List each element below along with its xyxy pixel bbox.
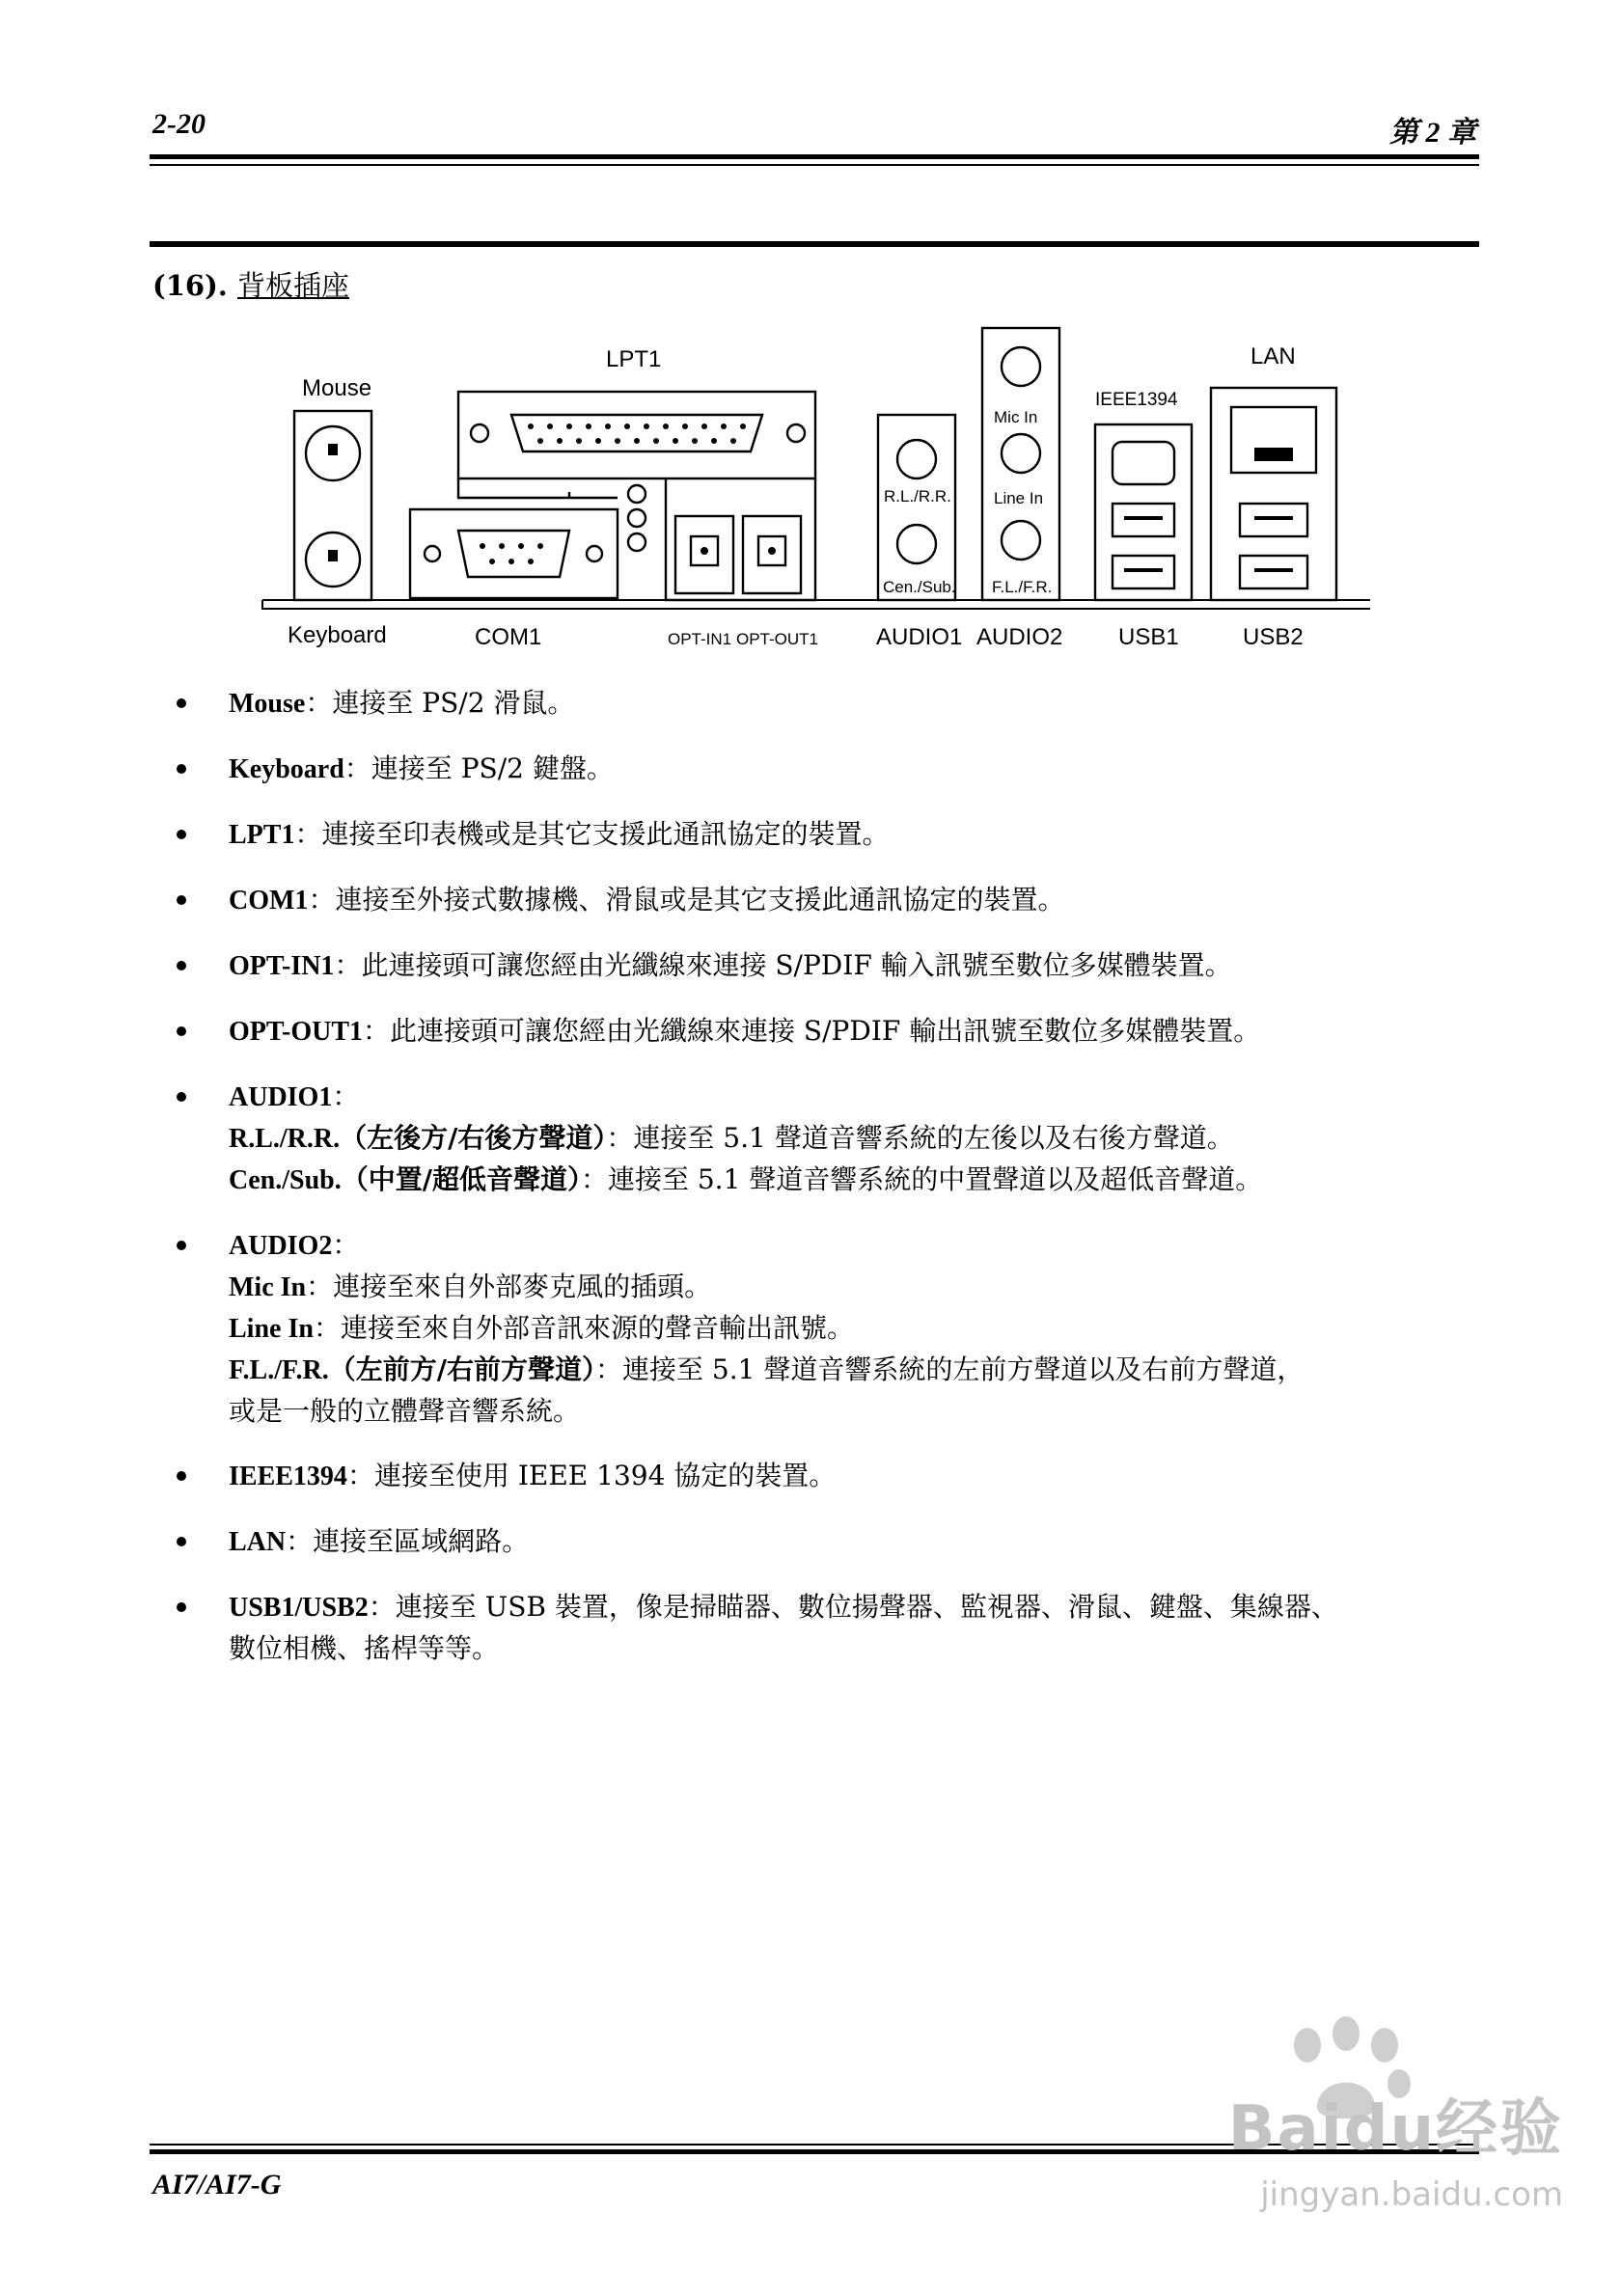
label-lan: LAN <box>1250 343 1296 369</box>
item-term: USB1/USB2 <box>229 1593 369 1623</box>
lpt1-screw-right <box>787 424 805 442</box>
led-3 <box>628 533 646 551</box>
label-usb2: USB2 <box>1243 624 1304 650</box>
label-usb1: USB1 <box>1118 624 1179 650</box>
lpt1-connector <box>511 415 762 451</box>
label-keyboard: Keyboard <box>288 622 387 648</box>
audio2-line-in-jack <box>1002 434 1040 473</box>
item-desc-cont: 數位相機、搖桿等等。 <box>229 1632 500 1664</box>
list-item-usb: USB1/USB2：連接至 USB 裝置，像是掃瞄器、數位揚聲器、監視器、滑鼠、鍵盤、集線器、 數位相機、搖桿等等。 <box>169 1587 1491 1669</box>
watermark-url: jingyan.baidu.com <box>1260 2175 1563 2214</box>
label-audio2: AUDIO2 <box>976 624 1063 650</box>
com1-connector <box>458 531 569 577</box>
section-number: (16). <box>152 269 228 302</box>
list-item-opt-in1: OPT-IN1：此連接頭可讓您經由光纖線來連接 S/PDIF 輸入訊號至數位多媒體裝置。 <box>169 945 1491 987</box>
audio1-rl-rr-jack <box>897 440 936 478</box>
footer-model: AI7/AI7-G <box>152 2169 282 2200</box>
audio1-cen-sub-jack <box>897 525 936 563</box>
label-rl-rr: R.L./R.R. <box>884 487 951 506</box>
list-item-lan: LAN：連接至區域網路。 <box>169 1521 1491 1563</box>
list-item-lpt1: LPT1：連接至印表機或是其它支援此通訊協定的裝置。 <box>169 814 1491 856</box>
watermark-brand: Baidu经验 <box>1227 2093 1563 2165</box>
list-item-ieee1394: IEEE1394：連接至使用 IEEE 1394 協定的裝置。 <box>169 1456 1491 1497</box>
led-1 <box>628 485 646 503</box>
item-term: Keyboard <box>229 754 344 784</box>
sub-item-line-in: Line In：連接至來自外部音訊來源的聲音輸出訊號。 <box>229 1312 854 1344</box>
item-term: LPT1 <box>229 820 295 850</box>
port-description-list <box>169 683 1491 1693</box>
list-item-audio2: AUDIO2： Mic In：連接至來自外部麥克風的插頭。 Line In：連接至來自外部音訊來源的聲音輸出訊號。 F.L./F.R.（左前方/右前方聲道）：連接至 5.1 聲道音響系統的左前方聲道以及右前方聲道， 或是一般的立體聲音響系統。 <box>169 1225 1491 1432</box>
label-com1: COM1 <box>475 624 542 650</box>
ps2-housing <box>294 411 371 600</box>
lpt-pins-row1 <box>528 424 534 429</box>
list-item-opt-out1: OPT-OUT1：此連接頭可讓您經由光纖線來連接 S/PDIF 輸出訊號至數位多媒體裝置。 <box>169 1011 1491 1052</box>
audio2-fl-fr-jack <box>1002 521 1040 560</box>
sub-item-fl-fr: F.L./F.R.（左前方/右前方聲道）：連接至 5.1 聲道音響系統的左前方聲道以及右前方聲道， <box>229 1353 1305 1385</box>
label-ieee1394: IEEE1394 <box>1095 390 1178 410</box>
port-bracket <box>458 478 815 600</box>
panel-baseline <box>262 600 1370 609</box>
lan-port <box>1231 407 1316 473</box>
label-opt-in1: OPT-IN1 <box>668 630 732 648</box>
audio2-mic-in-jack <box>1002 347 1040 386</box>
usb1-housing <box>1095 424 1192 600</box>
chapter-label: 第 2 章 <box>1389 117 1476 149</box>
com1-screw-left <box>425 546 440 561</box>
label-mouse: Mouse <box>302 375 372 401</box>
back-panel-svg <box>251 318 1370 666</box>
item-term: Mouse <box>229 689 306 719</box>
item-desc: 連接至使用 IEEE 1394 協定的裝置。 <box>373 1460 837 1491</box>
item-desc: 連接至外接式數據機、滑鼠或是其它支援此通訊協定的裝置。 <box>335 884 1065 916</box>
optical-dot-out <box>768 547 776 555</box>
ieee1394-port <box>1113 442 1174 484</box>
ps2-keyboard-key <box>328 550 338 561</box>
item-term: OPT-IN1 <box>229 951 335 981</box>
back-panel-diagram <box>251 318 1370 670</box>
item-term: OPT-OUT1 <box>229 1017 363 1047</box>
item-desc: 連接至 PS/2 鍵盤。 <box>371 752 614 784</box>
item-term: COM1 <box>229 886 309 916</box>
label-cen-sub: Cen./Sub. <box>883 578 956 596</box>
watermark <box>1228 2079 1563 2214</box>
ps2-mouse-key <box>328 444 338 455</box>
lpt1-screw-left <box>471 424 488 442</box>
section-rule <box>150 241 1479 247</box>
section-title <box>152 264 349 304</box>
section-title-text: 背板插座 <box>237 269 350 302</box>
list-item-keyboard: Keyboard：連接至 PS/2 鍵盤。 <box>169 749 1491 790</box>
item-desc: 連接至 USB 裝置，像是掃瞄器、數位揚聲器、監視器、滑鼠、鍵盤、集線器、 <box>395 1591 1338 1623</box>
list-item-audio1: AUDIO1： R.L./R.R.（左後方/右後方聲道）：連接至 5.1 聲道音響系統的左後以及右後方聲道。 Cen./Sub.（中置/超低音聲道）：連接至 5.1 聲道音響系統的中置聲道以及超低音聲道。 <box>169 1077 1491 1201</box>
label-line-in: Line In <box>994 489 1044 507</box>
item-desc: 連接至 PS/2 滑鼠。 <box>332 687 575 719</box>
label-fl-fr: F.L./F.R. <box>992 578 1053 596</box>
list-item-mouse: Mouse：連接至 PS/2 滑鼠。 <box>169 683 1491 724</box>
item-term: AUDIO1 <box>229 1082 333 1112</box>
item-term: IEEE1394 <box>229 1462 347 1491</box>
optical-dot-in <box>701 547 708 555</box>
list-item-com1: COM1：連接至外接式數據機、滑鼠或是其它支援此通訊協定的裝置。 <box>169 880 1491 921</box>
page-number: 2-20 <box>152 108 206 140</box>
sub-item-cen-sub: Cen./Sub.（中置/超低音聲道）：連接至 5.1 聲道音響系統的中置聲道以及超低音聲道。 <box>229 1163 1263 1195</box>
lpt1-housing <box>458 392 815 478</box>
label-mic-in: Mic In <box>994 408 1038 426</box>
audio1-housing <box>878 415 955 600</box>
item-desc: 連接至印表機或是其它支援此通訊協定的裝置。 <box>321 818 890 850</box>
header-rule-thin <box>150 164 1479 166</box>
sub-item-mic-in: Mic In：連接至來自外部麥克風的插頭。 <box>229 1271 712 1302</box>
item-term: AUDIO2 <box>229 1231 333 1261</box>
item-desc: 此連接頭可讓您經由光纖線來連接 S/PDIF 輸出訊號至數位多媒體裝置。 <box>390 1015 1261 1047</box>
label-audio1: AUDIO1 <box>876 624 963 650</box>
item-desc: 此連接頭可讓您經由光纖線來連接 S/PDIF 輸入訊號至數位多媒體裝置。 <box>361 949 1232 981</box>
sub-item-rl-rr: R.L./R.R.（左後方/右後方聲道）：連接至 5.1 聲道音響系統的左後以及右後方聲道。 <box>229 1122 1234 1154</box>
header-rule-thick <box>150 154 1479 159</box>
item-term: LAN <box>229 1527 287 1557</box>
label-lpt1: LPT1 <box>606 346 662 372</box>
sub-item-fl-fr-cont: 或是一般的立體聲音響系統。 <box>229 1395 581 1427</box>
led-2 <box>628 509 646 527</box>
com1-screw-right <box>587 546 602 561</box>
label-opt-out1: OPT-OUT1 <box>736 630 819 648</box>
item-desc: 連接至區域網路。 <box>313 1525 530 1557</box>
